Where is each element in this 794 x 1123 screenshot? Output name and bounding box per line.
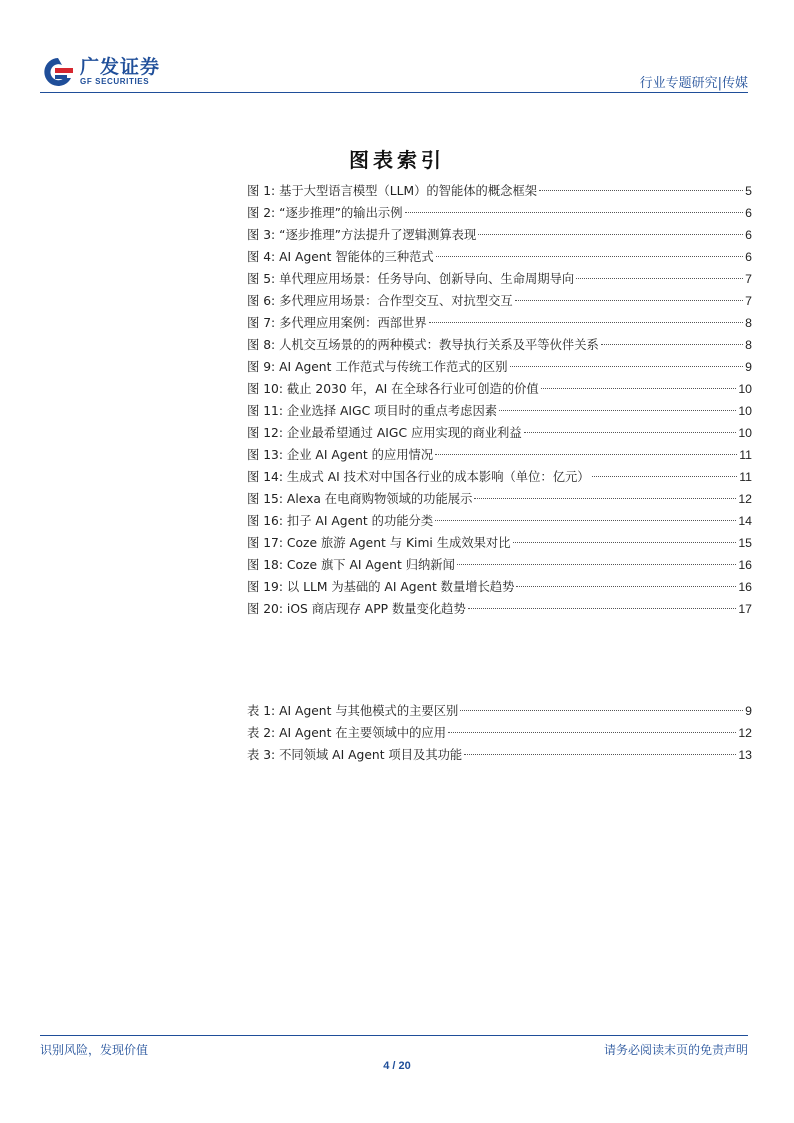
toc-entry-label: 图 20: iOS 商店现存 APP 数量变化趋势 bbox=[247, 602, 466, 616]
table-index-list bbox=[247, 700, 752, 766]
toc-entry[interactable] bbox=[247, 532, 752, 554]
toc-entry-page: 6 bbox=[745, 206, 752, 220]
toc-dot-leader bbox=[448, 732, 736, 733]
toc-entry-page: 11 bbox=[739, 470, 752, 484]
toc-dot-leader bbox=[499, 410, 736, 411]
toc-entry[interactable] bbox=[247, 422, 752, 444]
toc-dot-leader bbox=[429, 322, 744, 323]
toc-dot-leader bbox=[478, 234, 743, 235]
toc-dot-leader bbox=[468, 608, 737, 609]
toc-entry-label: 图 8: 人机交互场景的的两种模式：教导执行关系及平等伙伴关系 bbox=[247, 338, 599, 352]
toc-entry-page: 17 bbox=[738, 602, 752, 616]
toc-entry[interactable] bbox=[247, 576, 752, 598]
toc-entry-label: 图 5: 单代理应用场景：任务导向、创新导向、生命周期导向 bbox=[247, 272, 575, 286]
toc-entry-page: 13 bbox=[738, 748, 752, 762]
toc-entry-label: 图 10: 截止 2030 年，AI 在全球各行业可创造的价值 bbox=[247, 382, 539, 396]
toc-entry-page: 7 bbox=[745, 272, 752, 286]
toc-entry-page: 7 bbox=[745, 294, 752, 308]
toc-entry-label: 图 6: 多代理应用场景：合作型交互、对抗型交互 bbox=[247, 294, 513, 308]
toc-entry-page: 14 bbox=[738, 514, 752, 528]
toc-dot-leader bbox=[516, 586, 736, 587]
toc-entry-page: 8 bbox=[745, 338, 752, 352]
toc-entry-page: 6 bbox=[745, 250, 752, 264]
toc-dot-leader bbox=[436, 256, 743, 257]
header-divider bbox=[40, 92, 748, 93]
toc-dot-leader bbox=[510, 366, 744, 367]
toc-entry-page: 6 bbox=[745, 228, 752, 242]
toc-dot-leader bbox=[601, 344, 743, 345]
toc-entry-label: 图 2: “逐步推理”的输出示例 bbox=[247, 206, 403, 220]
toc-entry[interactable] bbox=[247, 700, 752, 722]
toc-entry-page: 16 bbox=[738, 558, 752, 572]
toc-dot-leader bbox=[474, 498, 736, 499]
toc-entry[interactable] bbox=[247, 290, 752, 312]
toc-entry-label: 图 12: 企业最希望通过 AIGC 应用实现的商业利益 bbox=[247, 426, 522, 440]
toc-dot-leader bbox=[457, 564, 736, 565]
toc-entry-label: 表 2: AI Agent 在主要领域中的应用 bbox=[247, 726, 447, 740]
footer-disclaimer-note: 请务必阅读末页的免责声明 bbox=[603, 1043, 748, 1057]
toc-entry[interactable] bbox=[247, 510, 752, 532]
toc-entry-page: 8 bbox=[745, 316, 752, 330]
toc-entry-label: 图 1: 基于大型语言模型（LLM）的智能体的概念框架 bbox=[247, 184, 538, 198]
footer-slogan: 识别风险，发现价值 bbox=[40, 1043, 149, 1057]
toc-dot-leader bbox=[460, 710, 743, 711]
toc-entry-label: 图 16: 扣子 AI Agent 的功能分类 bbox=[247, 514, 434, 528]
toc-entry-label: 图 19: 以 LLM 为基础的 AI Agent 数量增长趋势 bbox=[247, 580, 515, 594]
toc-entry-label: 表 3: 不同领域 AI Agent 项目及其功能 bbox=[247, 748, 463, 762]
toc-entry-page: 10 bbox=[738, 404, 752, 418]
toc-entry-label: 图 3: “逐步推理”方法提升了逻辑测算表现 bbox=[247, 228, 477, 242]
toc-dot-leader bbox=[513, 542, 737, 543]
toc-entry-label: 图 18: Coze 旗下 AI Agent 归纳新闻 bbox=[247, 558, 455, 572]
toc-dot-leader bbox=[592, 476, 738, 477]
toc-entry[interactable] bbox=[247, 466, 752, 488]
toc-entry-label: 表 1: AI Agent 与其他模式的主要区别 bbox=[247, 704, 459, 718]
toc-dot-leader bbox=[576, 278, 743, 279]
toc-entry-label: 图 4: AI Agent 智能体的三种范式 bbox=[247, 250, 434, 264]
company-logo bbox=[40, 56, 160, 88]
toc-dot-leader bbox=[464, 754, 736, 755]
toc-entry-label: 图 7: 多代理应用案例：西部世界 bbox=[247, 316, 427, 330]
toc-entry-page: 9 bbox=[745, 704, 752, 718]
toc-entry[interactable] bbox=[247, 356, 752, 378]
toc-entry-page: 11 bbox=[739, 448, 752, 462]
page-number: 4 / 20 bbox=[383, 1060, 411, 1072]
toc-entry-label: 图 9: AI Agent 工作范式与传统工作范式的区别 bbox=[247, 360, 508, 374]
toc-entry[interactable] bbox=[247, 744, 752, 766]
logo-chinese-name: 广发证券 bbox=[80, 56, 161, 78]
toc-entry-label: 图 14: 生成式 AI 技术对中国各行业的成本影响（单位：亿元） bbox=[247, 470, 590, 484]
toc-dot-leader bbox=[435, 520, 736, 521]
figure-index-list bbox=[247, 180, 752, 620]
toc-entry-page: 10 bbox=[738, 426, 752, 440]
toc-entry-page: 12 bbox=[738, 726, 752, 740]
footer-divider bbox=[40, 1035, 748, 1036]
toc-dot-leader bbox=[435, 454, 737, 455]
toc-entry[interactable] bbox=[247, 598, 752, 620]
logo-english-name: GF SECURITIES bbox=[80, 77, 150, 86]
toc-entry[interactable] bbox=[247, 400, 752, 422]
toc-entry[interactable] bbox=[247, 268, 752, 290]
toc-entry[interactable] bbox=[247, 378, 752, 400]
toc-entry[interactable] bbox=[247, 722, 752, 744]
toc-dot-leader bbox=[515, 300, 743, 301]
toc-entry-page: 12 bbox=[738, 492, 752, 506]
toc-entry-page: 10 bbox=[738, 382, 752, 396]
toc-entry[interactable] bbox=[247, 444, 752, 466]
toc-entry[interactable] bbox=[247, 202, 752, 224]
toc-entry[interactable] bbox=[247, 312, 752, 334]
toc-dot-leader bbox=[524, 432, 737, 433]
toc-dot-leader bbox=[405, 212, 744, 213]
toc-entry-label: 图 15: Alexa 在电商购物领域的功能展示 bbox=[247, 492, 473, 506]
toc-entry-label: 图 13: 企业 AI Agent 的应用情况 bbox=[247, 448, 434, 462]
toc-dot-leader bbox=[541, 388, 737, 389]
toc-entry-label: 图 11: 企业选择 AIGC 项目时的重点考虑因素 bbox=[247, 404, 498, 418]
gf-logo-icon bbox=[40, 56, 76, 88]
toc-entry-label: 图 17: Coze 旅游 Agent 与 Kimi 生成效果对比 bbox=[247, 536, 511, 550]
toc-entry[interactable] bbox=[247, 180, 752, 202]
toc-entry-page: 15 bbox=[738, 536, 752, 550]
toc-entry[interactable] bbox=[247, 554, 752, 576]
toc-dot-leader bbox=[539, 190, 743, 191]
toc-title: 图表索引 bbox=[349, 148, 445, 172]
toc-entry[interactable] bbox=[247, 224, 752, 246]
report-section-label: 行业专题研究|传媒 bbox=[639, 76, 748, 91]
toc-entry-page: 5 bbox=[745, 184, 752, 198]
toc-entry[interactable] bbox=[247, 334, 752, 356]
toc-entry[interactable] bbox=[247, 488, 752, 510]
toc-entry-page: 16 bbox=[738, 580, 752, 594]
toc-entry-page: 9 bbox=[745, 360, 752, 374]
toc-entry[interactable] bbox=[247, 246, 752, 268]
